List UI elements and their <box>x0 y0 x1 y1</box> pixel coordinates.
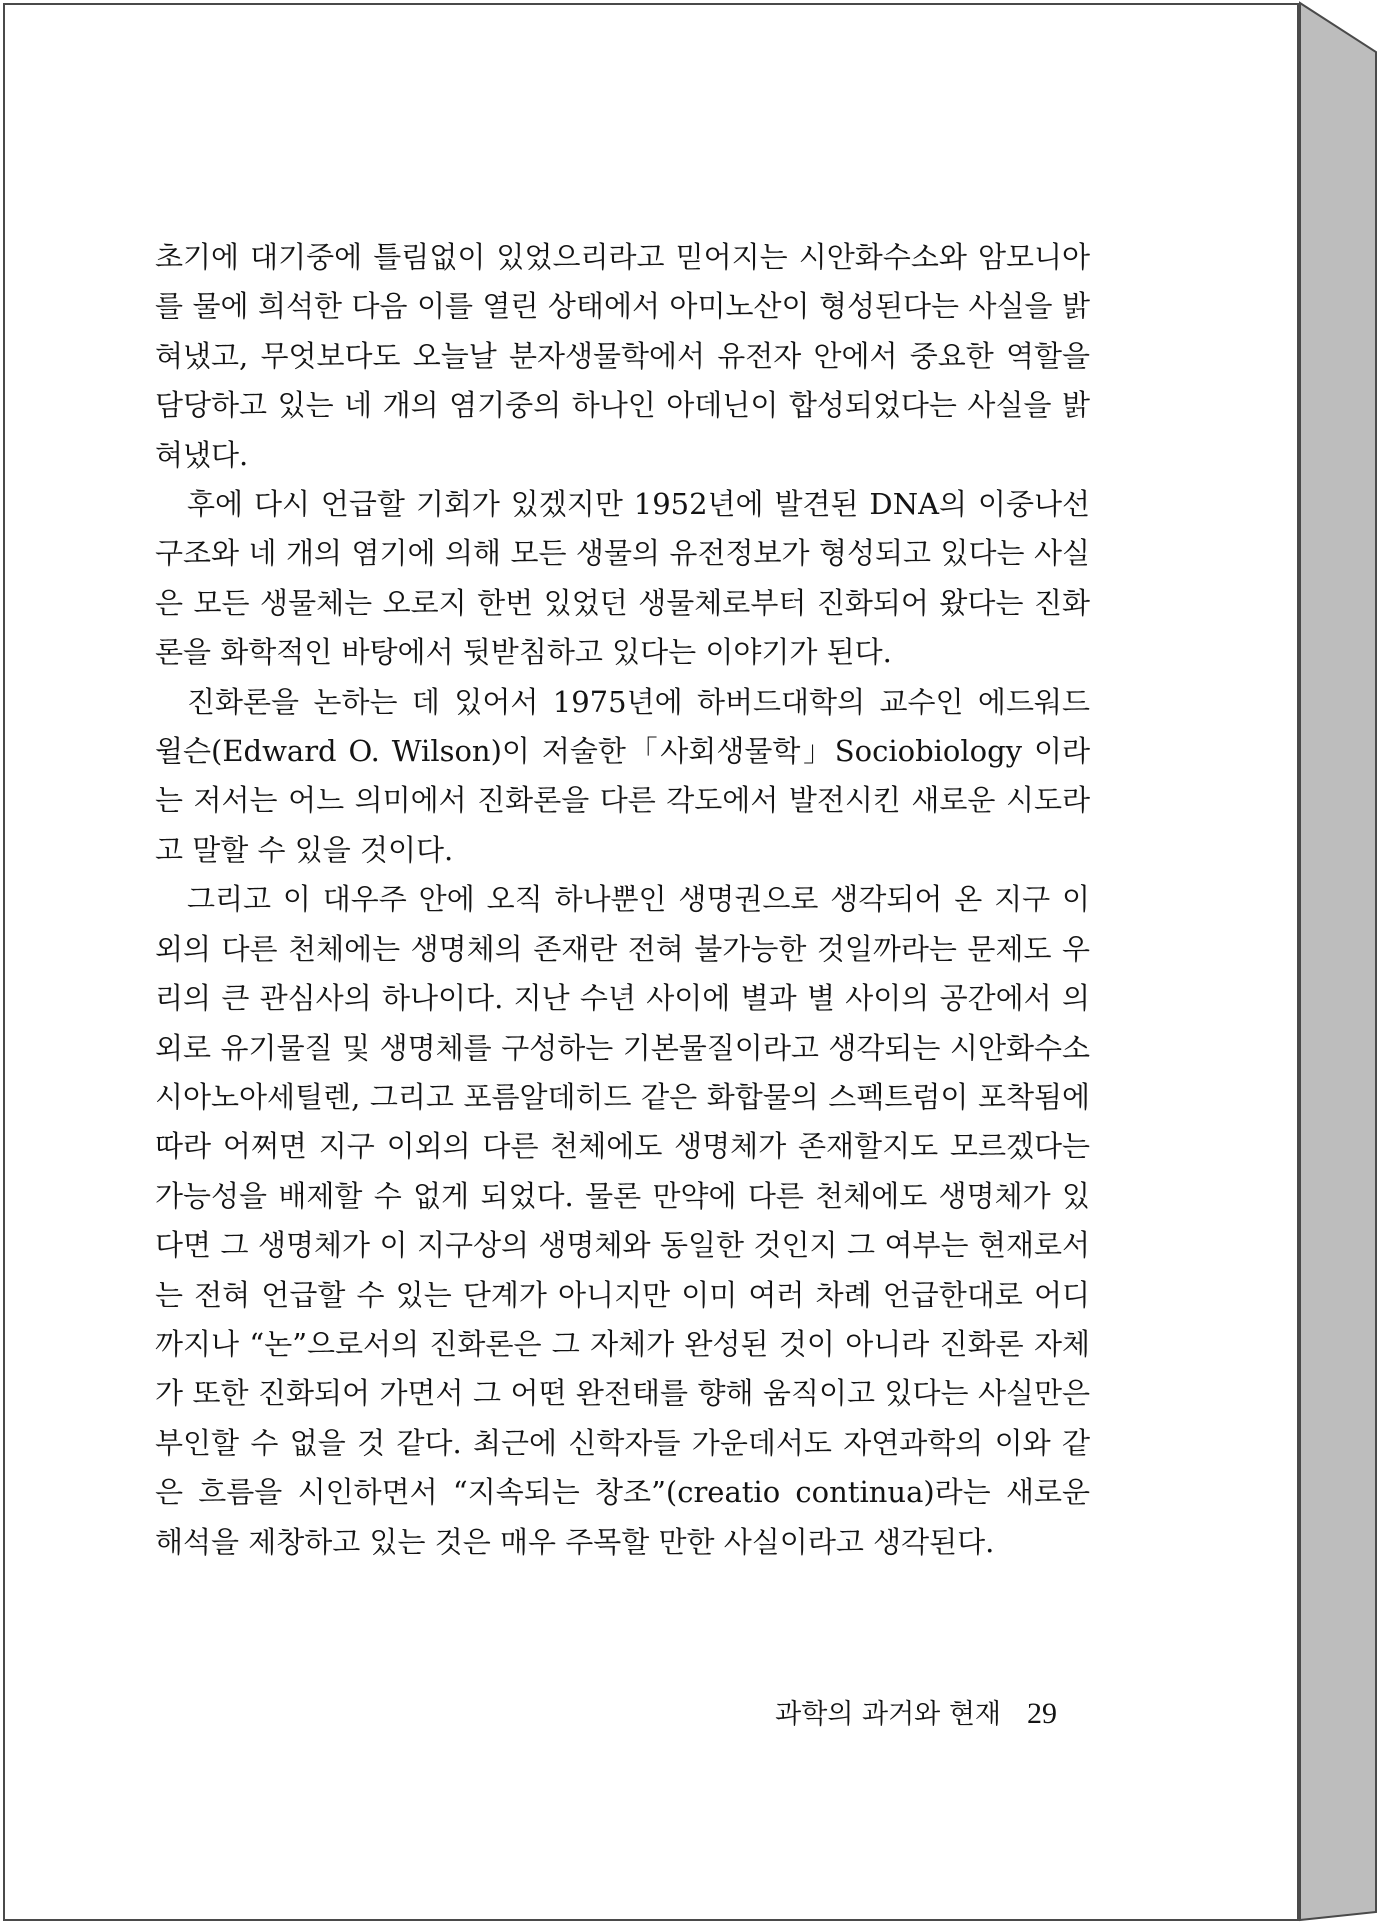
book-spine-edge <box>1298 0 1380 1924</box>
page-footer <box>775 1692 1057 1731</box>
book-page <box>3 3 1299 1921</box>
paragraph-1: 초기에 대기중에 틀림없이 있었으리라고 믿어지는 시안화수소와 암모니아를 물에 희석한 다음 이를 열린 상태에서 아미노산이 형성된다는 사실을 밝혀냈고, 무엇보다도 오늘날 분자생물학에서 유전자 안에서 중요한 역할을 담당하고 있는 네 개의 염기중의 하나인 아데닌이 합성되었다는 사실을 밝혀냈다. <box>155 240 1090 472</box>
paragraph-3: 진화론을 논하는 데 있어서 1975년에 하버드대학의 교수인 에드워드 윌슨(Edward O. Wilson)이 저술한「사회생물학」Sociobiology 이라는 저서는 어느 의미에서 진화론을 다른 각도에서 발전시킨 새로운 시도라고 말할 수 있을 것이다. <box>155 684 1090 867</box>
body-text <box>155 233 1090 1567</box>
paragraph-4: 그리고 이 대우주 안에 오직 하나뿐인 생명권으로 생각되어 온 지구 이외의 다른 천체에는 생명체의 존재란 전혀 불가능한 것일까라는 문제도 우리의 큰 관심사의 하나이다. 지난 수년 사이에 별과 별 사이의 공간에서 의외로 유기물질 및 생명체를 구성하는 기본물질이라고 생각되는 시안화수소 시아노아세틸렌, 그리고 포름알데히드 같은 화합물의 스펙트럼이 포착됨에 따라 어쩌면 지구 이외의 다른 천체에도 생명체가 존재할지도 모르겠다는 가능성을 배제할 수 없게 되었다. 물론 만약에 다른 천체에도 생명체가 있다면 그 생명체가 이 지구상의 생명체와 동일한 것인지 그 여부는 현재로서는 전혀 언급할 수 있는 단계가 아니지만 이미 여러 차례 언급한대로 어디까지나 “논”으로서의 진화론은 그 자체가 완성된 것이 아니라 진화론 자체가 또한 진화되어 가면서 그 어떤 완전태를 향해 움직이고 있다는 사실만은 부인할 수 없을 것 같다. 최근에 신학자들 가운데서도 자연과학의 이와 같은 흐름을 시인하면서 “지속되는 창조”(creatio continua)라는 새로운 해석을 제창하고 있는 것은 매우 주목할 만한 사실이라고 생각된다. <box>155 882 1090 1559</box>
running-title: 과학의 과거와 현재 <box>775 1699 1001 1730</box>
paragraph-2: 후에 다시 언급할 기회가 있겠지만 1952년에 발견된 DNA의 이중나선 구조와 네 개의 염기에 의해 모든 생물의 유전정보가 형성되고 있다는 사실은 모든 생물체는 오로지 한번 있었던 생물체로부터 진화되어 왔다는 진화론을 화학적인 바탕에서 뒷받침하고 있다는 이야기가 된다. <box>155 487 1090 670</box>
page-number: 29 <box>1027 1697 1057 1730</box>
